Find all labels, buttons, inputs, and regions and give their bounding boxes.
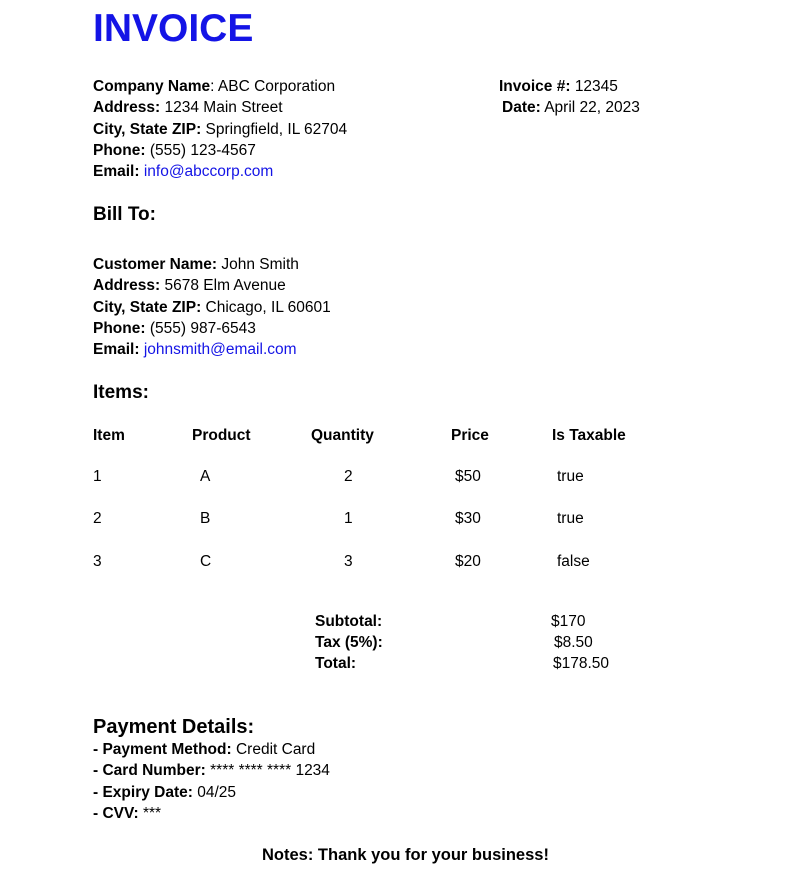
customer-address-value: 5678 Elm Avenue [164, 277, 286, 294]
company-phone-value: (555) 123-4567 [149, 142, 256, 159]
company-phone-label: Phone: [93, 142, 146, 159]
total-value: $178.50 [553, 655, 610, 672]
company-email-line [93, 161, 273, 182]
customer-city-label: City, State ZIP: [93, 299, 202, 316]
customer-name-line [93, 254, 299, 275]
column-header-product: Product [192, 427, 251, 444]
cell-item: 3 [93, 553, 102, 570]
cell-item: 1 [93, 468, 102, 485]
cvv-label: - CVV: [93, 805, 139, 822]
total-label: Total: [315, 655, 357, 672]
cell-product: C [200, 553, 212, 570]
customer-email-link[interactable]: johnsmith@email.com [143, 341, 297, 358]
cell-item: 2 [93, 510, 102, 527]
notes-text: Notes: Thank you for your business! [262, 846, 549, 864]
column-header-is-taxable: Is Taxable [552, 427, 626, 444]
customer-phone-value: (555) 987-6543 [149, 320, 256, 337]
cell-price: $20 [455, 553, 481, 570]
cvv-value: *** [142, 805, 162, 822]
payment-method-value: Credit Card [235, 741, 316, 758]
company-email-link[interactable]: info@abccorp.com [143, 163, 274, 180]
customer-city-value: Chicago, IL 60601 [205, 299, 331, 316]
company-name-line: Company Name: ABC Corporation [93, 78, 336, 95]
company-city-line [93, 119, 347, 140]
cell-quantity: 1 [344, 510, 353, 527]
cell-product: A [200, 468, 211, 485]
cell-price: $30 [455, 510, 481, 527]
invoice-title: INVOICE [93, 7, 254, 50]
cell-quantity: 3 [344, 553, 353, 570]
invoice-number-label: Invoice #: [499, 78, 571, 95]
customer-email-label: Email: [93, 341, 140, 358]
invoice-date-label: Date: [502, 99, 541, 116]
company-email-label: Email: [93, 163, 140, 180]
invoice-number-value: 12345 [574, 78, 618, 95]
tax-label: Tax (5%): [315, 634, 383, 651]
cell-product: B [200, 510, 211, 527]
company-name-label: Company Name [93, 78, 211, 95]
expiry-date-value: 04/25 [197, 784, 237, 801]
customer-name-value: John Smith [221, 256, 299, 273]
company-city-label: City, State ZIP: [93, 121, 202, 138]
customer-email-line [93, 339, 297, 360]
card-number-label: - Card Number: [93, 762, 206, 779]
column-header-price: Price [451, 427, 489, 444]
bill-to-heading: Bill To: [93, 204, 156, 225]
cell-quantity: 2 [344, 468, 353, 485]
payment-method-label: - Payment Method: [93, 741, 232, 758]
customer-city-line [93, 297, 331, 318]
payment-method-line [93, 739, 315, 760]
company-name-value: ABC Corporation [217, 78, 336, 95]
company-address-value: 1234 Main Street [164, 99, 283, 116]
company-address-label: Address: [93, 99, 161, 116]
cvv-line [93, 803, 161, 824]
tax-value: $8.50 [554, 634, 593, 651]
cell-is-taxable: true [557, 468, 584, 485]
cell-is-taxable: true [557, 510, 584, 527]
invoice-date-line [502, 97, 640, 118]
customer-phone-label: Phone: [93, 320, 146, 337]
column-header-item: Item [93, 427, 125, 444]
expiry-date-line [93, 782, 236, 803]
customer-phone-line [93, 318, 256, 339]
cell-is-taxable: false [557, 553, 590, 570]
subtotal-label: Subtotal: [315, 613, 383, 630]
company-address-line [93, 97, 283, 118]
company-city-value: Springfield, IL 62704 [205, 121, 348, 138]
customer-address-label: Address: [93, 277, 161, 294]
card-number-line [93, 760, 330, 781]
card-number-value: **** **** **** 1234 [210, 762, 330, 779]
payment-details-heading: Payment Details: [93, 716, 255, 738]
invoice-date-value: April 22, 2023 [544, 99, 640, 116]
column-header-quantity: Quantity [311, 427, 374, 444]
subtotal-value: $170 [551, 613, 586, 630]
expiry-date-label: - Expiry Date: [93, 784, 193, 801]
customer-address-line [93, 275, 286, 296]
items-heading: Items: [93, 382, 149, 403]
cell-price: $50 [455, 468, 481, 485]
invoice-number-line [499, 76, 618, 97]
customer-name-label: Customer Name: [93, 256, 218, 273]
company-phone-line [93, 140, 256, 161]
